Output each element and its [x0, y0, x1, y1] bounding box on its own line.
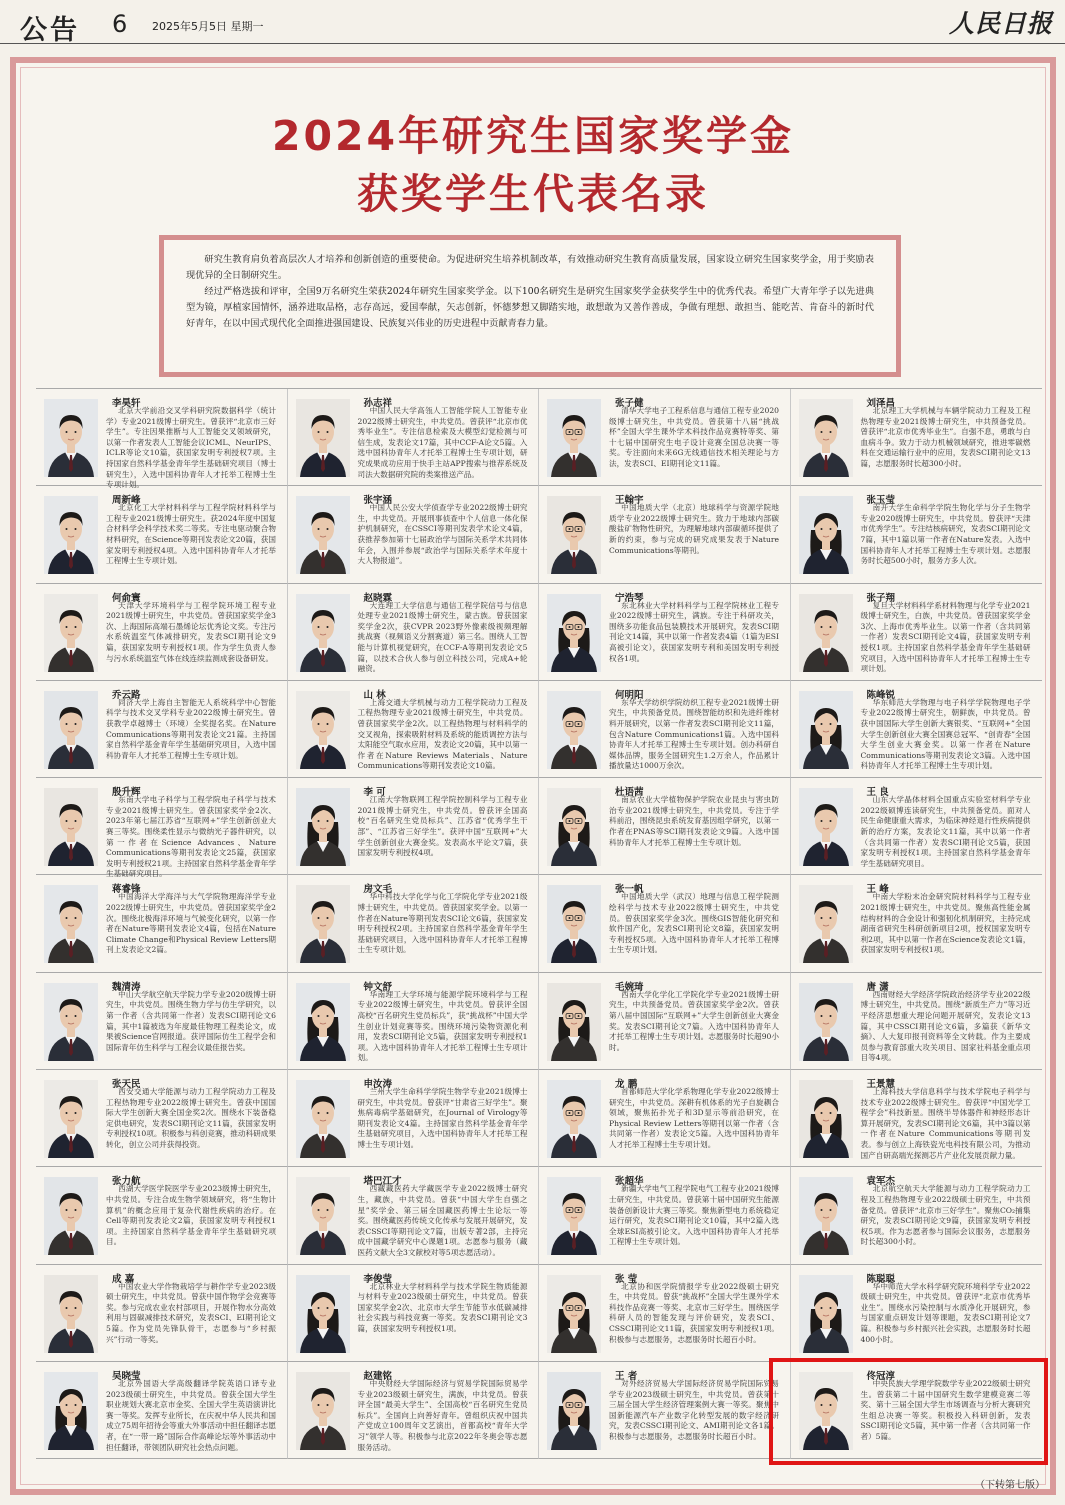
student-card [36, 389, 288, 490]
student-photo [296, 1372, 350, 1450]
student-name: 赵晓霖 [363, 592, 393, 604]
student-bio: 天津大学环境科学与工程学院环境工程专业2021级博士研究生，中共党员。曾获国家奖学金3次、上海国际高端石墨烯论坛优秀论文奖。专注污水系统温室气体减排研究，发表SCI期刊论文9篇，获国家发明专利授权1项。作为学生负责人参与污水系统温室气体在线连续监测成套设备研发。 [106, 600, 276, 663]
student-card [36, 1265, 288, 1362]
student-card [36, 486, 288, 583]
newspaper-logo: 人民日报 [948, 9, 1053, 38]
student-bio: 对外经济贸易大学国际经济贸易学院国际贸易学专业2023级硕士研究生，中共党员。曾获第十三届全国大学生经济管理案例大赛一等奖。聚焦中国新能源汽车产业数字化转型发展的数字经济研究，发表CSSCI期刊论文、AMI期刊论文各1篇。积极参与志愿服务，志愿服务时长超百小时。 [609, 1378, 779, 1441]
student-bio: 北京化工大学材料科学与工程学院材料科学与工程专业2021级博士研究生。获2024年度中国复合材料学会科学技术奖二等奖。专注电驱动聚合物材料研究，在Science等期刊发表论文20篇，获国家发明专利授权4项。入选中国科协青年人才托举工程博士生专项计划。 [106, 503, 276, 566]
student-photo [547, 691, 601, 769]
student-card [791, 778, 1043, 875]
student-card [539, 1167, 791, 1264]
student-photo [296, 885, 350, 963]
student-bio: 北京大学前沿交叉学科研究院数据科学（统计学）专业2021级博士研究生。曾获评“北京市三好学生”。专注因果推断与人工智能交叉领域研究，以第一作者发表人工智能会议ICML、NeurIPS、ICLR等论文10篇，获国家发明专利授权7项。主持国家自然科学基金青年学生基础研究项目（博士研究生），入选中国科协青年人才托举工程博士生专项计划。 [106, 406, 276, 490]
student-photo [799, 594, 853, 672]
student-bio: 南京农业大学植物保护学院农业昆虫与害虫防治专业2021级博士研究生，中共党员。专注于学科前沿，围绕昆虫系统发育基因组学研究，以第一作者在PNAS等SCI期刊发表论文9篇。入选中国科协青年人才托举工程博士生专项计划。 [609, 795, 779, 847]
student-bio: 华中科技大学化学与化工学院化学专业2021级博士研究生，中共党员。曾获国家奖学金。以第一作者在Nature等期刊发表SCI论文6篇，获国家发明专利授权2项。主持国家自然科学基金青年学生基础研究项目，入选中国科协青年人才托举工程博士生专项计划。 [357, 892, 528, 955]
headline-line-1: 2024年研究生国家奖学金 [271, 112, 795, 160]
student-bio: 中南大学粉末冶金研究院材料科学与工程专业2021级博士研究生，中共党员。聚焦高性能金属结构材料的合金设计和强韧化机制研究，主持完成湖南省研究生科研创新项目2项，授权国家发明专利2项，其中以第一作者在Science发表论文1篇，获国家发明专利授权1项。 [860, 892, 1031, 955]
student-name: 房文毛 [363, 884, 393, 896]
student-card [288, 681, 540, 778]
student-bio: 首都师范大学化学系物理化学专业2022级博士研究生，中共党员。深耕有机体系的光子自旋耦合领域，聚焦拓扑光子和3D显示等前沿研究，在Physical Review Letters等期刊以第一作者（含共同第一作者）发表论文5篇。入选中国科协青年人才托举工程博士生专项计划。 [609, 1087, 779, 1150]
student-bio: 东北林业大学材料科学与工程学院林业工程专业2022级博士研究生，满族。专注于科研攻关，围绕多功能食品包装膜技术开展研究，发表SCI期刊论文14篇，其中以第一作者发表4篇（1篇为ESI高被引论文），获国家发明专利和美国发明专利授权各1项。 [609, 600, 779, 663]
student-bio: 中国农业大学作物栽培学与耕作学专业2023级硕士研究生，中共党员。曾获中国作物学会竞赛等奖。参与完成农业农村部项目，开展作物水分高效利用与固碳减排技术研究，发表SCI、EI期刊论文5篇。作为党员先锋队骨干，志愿参与“乡村振兴”行动一等奖。 [106, 1281, 276, 1344]
student-photo [547, 1080, 601, 1158]
student-photo [547, 788, 601, 866]
student-photo [799, 788, 853, 866]
student-bio: 中国地质大学（武汉）地理与信息工程学院测绘科学与技术专业2022级博士研究生，中共党员。曾获国家奖学金3次。围绕GIS智能化研究和软件国产化，发表SCI期刊论文8篇，获国家发明专利授权5项。入选中国科协青年人才托举工程博士生专项计划。 [609, 892, 779, 955]
student-bio: 同济大学上海自主智能无人系统科学中心智能科学与技术交叉学科专业2022级博士研究生。曾获教学卓越博士（环境）全奖提名奖。在Nature Communications等期刊发表论文21篇。主持国家自然科学基金青年学生基础研究项目，入选中国科协青年人才托举工程博士生专项计划。 [106, 697, 276, 760]
student-bio: 西藏藏医药大学藏医学专业2022级博士研究生，藏族，中共党员。曾获“中国大学生自强之星”奖学金、第三届全国藏医药博士生论坛一等奖。围绕藏医药传统文化传承与发展开展研究，发表CSSCI等期刊论文7篇，出版专著2部，主持完成中国藏学研究中心课题1项。志愿参与服务（藏医药文献大全3文献校对等5项志愿活动）。 [357, 1184, 528, 1257]
student-bio: 北京外国语大学高级翻译学院英语口译专业2023级硕士研究生，中共党员。曾获全国大学生职业规划大赛北京市金奖、全国大学生英语演讲比赛一等奖。发挥专业所长，在庆祝中华人民共和国成立75周年招待会等重大外事活动中担任翻译志愿者，在“一带一路”国际合作高峰论坛等外事活动中担任翻译，带领团队研究社会热点问题。 [106, 1378, 276, 1452]
student-card [36, 584, 288, 681]
student-name: 王 峰 [866, 884, 889, 896]
student-photo [799, 399, 853, 477]
student-photo [296, 1080, 350, 1158]
student-photo [547, 399, 601, 477]
continued-note: （下转第七版） [975, 1480, 1045, 1491]
student-photo [296, 788, 350, 866]
student-photo [44, 1080, 98, 1158]
student-bio: 江南大学物联网工程学院控制科学与工程专业2021级博士研究生，中共党员。曾获评全国高校“百名研究生党员标兵”、江苏省“优秀学生干部”、“江苏省三好学生”。获评中国“互联网+”大学生创新创业大赛金奖。发表高水平论文7篇，获国家发明专利授权4项。 [357, 795, 528, 858]
student-card [791, 875, 1043, 972]
student-name: 山 林 [363, 689, 386, 701]
intro-paragraph-1: 研究生教育肩负着高层次人才培养和创新创造的重要使命。为促进研究生培养机制改革，有效推动研究生教育高质量发展，国家设立研究生国家奖学金，用于奖励表现优异的全日制研究生。 [186, 254, 874, 281]
student-card [791, 486, 1043, 583]
masthead [0, 0, 1065, 44]
page-number: 6 [112, 10, 128, 38]
student-name: 王景慧 [866, 1079, 896, 1091]
student-bio: 中央财经大学国际经济与贸易学院国际贸易学专业2023级硕士研究生，满族，中共党员。曾获评全国“最美大学生”、全国高校“百名研究生党员标兵”。全国向上向善好青年。曾组织庆祝中国共产党成立100周年文艺演出，首都高校“青年大学习”领学人等。积极参与北京2022年冬奥会等志愿服务活动。 [357, 1378, 528, 1452]
issue-date: 2025年5月5日 星期一 [152, 20, 264, 33]
student-name: 毛婉琦 [615, 981, 644, 993]
student-name: 乔云路 [112, 689, 141, 701]
student-name: 李 可 [363, 787, 386, 799]
student-photo [547, 983, 601, 1061]
student-photo [44, 594, 98, 672]
student-name: 申汝涛 [363, 1079, 393, 1091]
student-card [539, 681, 791, 778]
student-photo [44, 691, 98, 769]
student-card [791, 389, 1043, 486]
student-name: 龙 鹏 [615, 1079, 638, 1091]
student-name: 王翰宇 [615, 495, 644, 507]
student-card [288, 973, 540, 1070]
student-card [288, 486, 540, 583]
student-name: 张力航 [112, 1176, 141, 1188]
student-card [288, 1362, 540, 1459]
student-photo [799, 983, 853, 1061]
student-name: 张玉莹 [866, 495, 896, 507]
student-bio: 大连理工大学信息与通信工程学院信号与信息处理专业2021级博士研究生，蒙古族。曾获国家奖学金2次，获CVPR 2023野外像素级视频理解挑战赛（视频语义分割赛道）第三名。围绕人工智能与计算机视觉研究，在CCF-A等期刊发表论文5篇，以技术合伙人参与创立科技公司，完成A+轮融资。 [357, 600, 528, 674]
student-grid [36, 388, 1042, 1459]
student-photo [799, 1275, 853, 1353]
student-name: 何俞寰 [112, 592, 141, 604]
student-bio: 上海科技大学信息科学与技术学院电子科学与技术专业2022级博士研究生。曾获评“中国光学工程学会”科技新星。围绕半导体器件和神经形态计算开展研究，发表SCI期刊论文6篇，其中3篇以第一作者在Nature Communications等期刊发表。参与创立上海铁瓷光电科技有限公司，为推动国产自研高端光探测芯片产业化发展贡献力量。 [860, 1087, 1031, 1160]
student-bio: 西南财经大学经济学院政治经济学专业2022级博士研究生，中共党员。围绕“新质生产力”等习近平经济思想重大理论问题开展研究，发表论文13篇，其中CSSCI期刊论文6篇，多篇获《新华文摘》、人大复印报刊资料等全文转载。作为主要成员参与教育部重大攻关项目、国家社科基金重点项目等4项。 [860, 989, 1031, 1063]
student-name: 张 莹 [615, 1273, 638, 1285]
student-card [288, 778, 540, 875]
student-bio: 东华大学纺织学院纺织工程专业2021级博士研究生，中共预备党员。围绕智能纺织和先进纤维材料开展研究，以第一作者发表SCI期刊论文11篇，包含Nature Communications1篇。入选中国科协青年人才托举工程博士生专项计划。创办科研自媒体品牌，服务全国研究生1.2万余人，作品累计播放量达1000万余次。 [609, 697, 779, 771]
student-card [791, 973, 1043, 1070]
student-bio: 中山大学航空航天学院力学专业2020级博士研究生，中共党员。围绕生物力学与仿生学研究，以第一作者（含共同第一作者）发表SCI期刊论文6篇，其中1篇被选为年度最佳物理工程类论文，成果被Science官网报道。获评国际仿生工程学会和国际青年仿生科学与工程会议最佳报告奖。 [106, 989, 276, 1052]
intro-paragraph-2: 经过严格选拔和评审，全国9万名研究生荣获2024年研究生国家奖学金。以下100名研究生是研究生国家奖学金获奖学生中的优秀代表。希望广大青年学子以先进典型为镜，厚植家国情怀，涵养进取品格，志存高远，爱国奉献，矢志创新，怀德梦想又脚踏实地，敢想敢为又善作善成，争做有理想、敢担当、能吃苦、肯奋斗的新时代好青年，在以中国式现代化全面推进强国建设、民族复兴伟业的历史进程中贡献青春力量。 [186, 286, 874, 329]
student-card [288, 1265, 540, 1362]
student-photo [296, 1275, 350, 1353]
student-card [36, 875, 288, 972]
student-photo [44, 399, 98, 477]
student-photo [547, 1372, 601, 1450]
student-bio: 清华大学电子工程系信息与通信工程专业2020级博士研究生，中共党员。曾获第十八届“挑战杯”全国大学生课外学术科技作品竞赛特等奖、第十七届中国研究生电子设计竞赛全国总决赛一等奖。专注面向未来6G无线通信技术相关理论与方法，发表SCI、EI期刊论文11篇。 [609, 406, 779, 468]
student-photo [799, 885, 853, 963]
student-name: 张子翔 [866, 592, 896, 604]
student-name: 刘泽昌 [866, 398, 896, 409]
student-card [288, 1167, 540, 1264]
intro-box [159, 235, 901, 377]
student-photo [547, 1275, 601, 1353]
student-photo [44, 885, 98, 963]
student-card [539, 389, 791, 486]
student-card [539, 778, 791, 875]
student-photo [547, 885, 601, 963]
student-name: 王 良 [866, 787, 889, 799]
student-photo [799, 496, 853, 574]
student-bio: 中央民族大学理学院数学专业2022级硕士研究生。曾获第二十届中国研究生数学建模竞赛二等奖、第十三届全国大学生市场调查与分析大赛研究生组总决赛一等奖。积极投入科研创新，发表SSCI期刊论文5篇，其中第一作者（含共同第一作者）5篇。 [860, 1378, 1031, 1441]
student-card [791, 1167, 1043, 1264]
student-photo [296, 594, 350, 672]
student-name: 成 嘉 [112, 1273, 135, 1285]
student-bio: 兰州大学生命科学学院生物学专业2021级博士研究生，中共党员。曾获评“甘肃省三好学生”。聚焦病毒病学基础研究，在Journal of Virology等期刊发表论文4篇。主持国家自然科学基金青年学生基础研究项目，入选中国科协青年人才托举工程博士生专项计划。 [357, 1087, 528, 1150]
student-bio: 西南大学化学化工学院化学专业2021级博士研究生，中共预备党员。曾获国家奖学金2次。曾获第八届中国国际“互联网+”大学生创新创业大赛金奖。发表SCI期刊论文7篇。入选中国科协青年人才托举工程博士生专项计划。志愿服务时长超90小时。 [609, 989, 779, 1052]
student-bio: 中国地质大学（北京）地球科学与资源学院地质学专业2022级博士研究生。致力于地球内部碳酸盐矿物物性研究，为理解地球内部碳循环提供了新的约束，参与完成的研究成果发表于Nature Communications等期刊。 [609, 503, 779, 555]
student-bio: 东南大学电子科学与工程学院电子科学与技术专业2021级博士研究生。曾获国家奖学金2次、2023年第七届江苏省“互联网+”学生创新创业大赛三等奖。围绕柔性显示与微纳光子器件研究，以第一作者在Science Advances、Nature Communications等期刊发表论文25篇，获国家发明专利授权21项。主持国家自然科学基金青年学生基础研究项目。 [106, 795, 276, 879]
student-photo [296, 399, 350, 477]
student-name: 王 者 [615, 1370, 638, 1382]
student-photo [296, 983, 350, 1061]
student-card [36, 1070, 288, 1167]
student-bio: 复旦大学材料科学系材料物理与化学专业2021级博士研究生，白族，中共党员。曾获国家奖学金3次、上海市优秀毕业生。以第一作者（含共同第一作者）发表SCI期刊论文4篇，获国家发明专利授权1项。主持国家自然科学基金青年学生基础研究项目，入选中国科协青年人才托举工程博士生专项计划。 [860, 600, 1031, 674]
student-name: 李昊轩 [112, 398, 141, 409]
student-bio: 中国人民大学高瓴人工智能学院人工智能专业2022级博士研究生，中共党员。曾获评“北京市优秀毕业生”。专注信息检索及大模型幻觉检测与可信生成，发表论文17篇，其中CCF-A论文5篇。入选中国科协青年人才托举工程博士生专项计划，研究成果成功应用于快手主站APP搜索与推荐系统及司法大数据研究院的类案推送产品。 [357, 406, 528, 479]
student-card [539, 1070, 791, 1167]
student-name: 张宇涵 [363, 495, 393, 507]
student-card [288, 389, 540, 486]
student-photo [547, 496, 601, 574]
student-photo [44, 1275, 98, 1353]
student-bio: 华东师范大学物理与电子科学学院物理电子学专业2022级博士研究生，朝鲜族，中共党员。曾获中国国际大学生创新大赛银奖、“互联网+”全国大学生创新创业大赛全国赛总冠军、“创青春”全国大学生创业大赛金奖。以第一作者在Nature Communications等期刊发表论文3篇。入选中国科协青年人才托举工程博士生专项计划。 [860, 697, 1031, 771]
student-name: 张超华 [615, 1176, 644, 1188]
headline-line-2: 获奖学生代表名录 [357, 170, 709, 218]
student-photo [799, 691, 853, 769]
announcement-frame [10, 57, 1056, 1495]
student-card [791, 584, 1043, 681]
student-bio: 华南理工大学环境与能源学院环境科学与工程专业2022级博士研究生，中共党员。曾获评全国高校“百名研究生党员标兵”，获“挑战杯”中国大学生创业计划竞赛等奖。围绕环境污染物资源化利用，发表SCI期刊论文5篇，获国家发明专利授权1项。入选中国科协青年人才托举工程博士生专项计划。 [357, 989, 528, 1063]
student-card [539, 875, 791, 972]
student-name: 魏清涛 [112, 981, 141, 993]
student-card [288, 584, 540, 681]
student-name: 宁浩琴 [615, 592, 644, 604]
student-bio: 北京航空航天大学能源与动力工程学院动力工程及工程热物理专业2022级硕士研究生，中共预备党员。曾获评“北京市三好学生”。聚焦CO₂捕集研究，发表SCI期刊论文9篇，获国家发明专利授权5项。作为志愿者参与国际会议服务，志愿服务时长超300小时。 [860, 1184, 1031, 1247]
student-bio: 西安交通大学能源与动力工程学院动力工程及工程热物理专业2022级博士研究生。曾获中国国际大学生创新大赛全国金奖2次。围绕水下装备稳定供电研究，发表SCI期刊论文11篇，获国家发明专利授权10项。积极参与科创竞赛，推动科研成果转化，创立公司并获得投资。 [106, 1087, 276, 1150]
student-card [288, 1070, 540, 1167]
student-name: 钟文舒 [363, 981, 393, 993]
student-bio: 西湖大学医学院医学专业2023级博士研究生，中共党员。专注合成生物学领域研究，将“生物计算机”的概念应用于复杂代谢性疾病的治疗。在Cell等期刊发表论文2篇，获国家发明专利授权1项。主持国家自然科学基金青年学生基础研究项目。 [106, 1184, 276, 1247]
student-name: 塔巴江才 [363, 1176, 402, 1188]
student-photo [296, 691, 350, 769]
student-card [36, 973, 288, 1070]
student-bio: 新疆大学电气工程学院电气工程专业2021级博士研究生，中共党员。曾获第十届中国研究生能源装备创新设计大赛三等奖。聚焦新型电力系统稳定运行研究，发表SCI期刊论文10篇，其中2篇入选全球ESI高被引论文。入选中国科协青年人才托举工程博士生专项计划。 [609, 1184, 779, 1247]
student-card [36, 1362, 288, 1459]
student-bio: 上海交通大学机械与动力工程学院动力工程及工程热物理专业2021级博士研究生，中共党员。曾获国家奖学金2次。以工程热物理与材料科学的交叉视角，探索吸附材料及系统的能质调控方法与太阳能空气取水应用，发表论文20篇，其中以第一作者在Nature Reviews Materials、Nature Communications等期刊发表论文10篇。 [357, 697, 528, 771]
student-card [791, 1070, 1043, 1167]
student-name: 孙志祥 [363, 398, 393, 409]
student-name: 殷升辉 [112, 787, 141, 799]
student-name: 李俊莹 [363, 1273, 393, 1285]
student-photo [44, 1177, 98, 1255]
student-photo [296, 1177, 350, 1255]
student-card [539, 1265, 791, 1362]
student-card [791, 681, 1043, 778]
student-name: 张一帆 [615, 884, 644, 896]
student-card [36, 1167, 288, 1264]
student-bio: 华中师范大学水科学研究院环境科学专业2022级硕士研究生，中共党员。曾获评“北京市优秀毕业生”。围绕水污染控制与水质净化开展研究，参与国家重点研发计划等课题，发表SCI期刊论文7篇。积极参与乡村振兴社会实践，志愿服务时长超400小时。 [860, 1281, 1031, 1344]
section-label: 公告 [20, 15, 80, 46]
student-name: 陈聪聪 [866, 1273, 896, 1285]
student-bio: 北京协和医学院情报学专业2022级硕士研究生，中共党员。曾获“挑战杯”全国大学生课外学术科技作品竞赛一等奖、北京市三好学生。围绕医学科研人员的智能发现与评价研究，发表SCI、CSSCI期刊论文11篇，获国家发明专利授权1项。积极参与志愿服务，志愿服务时长超百小时。 [609, 1281, 779, 1344]
student-card [791, 1265, 1043, 1362]
student-name: 佟冠淳 [866, 1370, 896, 1382]
student-card [539, 1362, 791, 1459]
student-name: 吴晓莹 [112, 1370, 141, 1382]
student-name: 张天民 [112, 1079, 141, 1091]
student-photo [296, 496, 350, 574]
student-bio: 北京林业大学材料科学与技术学院生物质能源与材料专业2023级硕士研究生，中共党员。曾获国家奖学金2次、北京市大学生节能节水低碳减排社会实践与科技竞赛一等奖。发表SCI期刊论文3篇，获国家发明专利授权1项。 [357, 1281, 528, 1334]
student-card [36, 681, 288, 778]
student-photo [799, 1177, 853, 1255]
student-photo [799, 1372, 853, 1450]
student-card [539, 973, 791, 1070]
student-photo [44, 788, 98, 866]
student-name: 陈峰锐 [866, 689, 896, 701]
student-bio: 山东大学晶体材料全国重点实验室材料学专业2022级硕博连读研究生，中共预备党员。面对人民生命健康重大需求，为临床神经退行性疾病提供新的治疗方案，发表论文11篇，其中以第一作者（含共同第一作者）发表SCI期刊论文5篇，获国家发明专利授权1项。主持国家自然科学基金青年学生基础研究项目。 [860, 795, 1031, 868]
student-photo [44, 496, 98, 574]
student-name: 唐 潇 [866, 981, 889, 993]
student-name: 张子健 [615, 398, 644, 409]
student-card [36, 778, 288, 879]
student-photo [799, 1080, 853, 1158]
student-name: 蒋睿锋 [112, 884, 141, 896]
student-bio: 南开大学生命科学学院生物化学与分子生物学专业2020级博士研究生，中共党员。曾获评“天津市优秀学生”。专注结核病研究，发表SCI期刊论文7篇，其中1篇以第一作者在Nature发表。入选中国科协青年人才托举工程博士生专项计划。志愿服务时长超500小时，服务方多人次。 [860, 503, 1031, 566]
student-card [288, 875, 540, 972]
student-card [539, 486, 791, 583]
student-photo [547, 594, 601, 672]
student-card [539, 584, 791, 681]
student-bio: 中国海洋大学海洋与大气学院物理海洋学专业2022级博士研究生，中共党员。曾获国家奖学金2次。围绕北极海洋环境与气候变化研究，以第一作者在Nature等期刊发表论文4篇，包括在Nature Climate Change和Physical Review Letters期刊上发表论文2篇。 [106, 892, 276, 955]
student-photo [44, 1372, 98, 1450]
student-name: 赵建铭 [363, 1370, 393, 1382]
student-name: 周新峰 [112, 495, 141, 507]
student-card [791, 1362, 1043, 1459]
student-name: 袁军杰 [866, 1176, 896, 1188]
student-name: 何明阳 [615, 689, 644, 701]
student-photo [44, 983, 98, 1061]
student-bio: 中国人民公安大学侦查学专业2022级博士研究生，中共党员。开展刑事侦查中个人信息一体化保护机制研究，在CSSCI等期刊发表学术论文4篇，获推荐参加第十七届政治学与国际关系学术共同体年会，入围并参展“政治学与国际关系学术年度十大人物报道”。 [357, 503, 528, 566]
student-bio: 北京理工大学机械与车辆学院动力工程及工程热物理专业2021级博士研究生，中共预备党员。曾获评“北京市优秀毕业生”。自强不息，勇敢与白血病斗争。致力于动力机械领域研究，推进零碳燃料在交通运输行业中的应用，发表SCI期刊论文13篇，志愿服务时长超300小时。 [860, 406, 1031, 468]
student-name: 杜语茜 [615, 787, 644, 799]
student-photo [547, 1177, 601, 1255]
